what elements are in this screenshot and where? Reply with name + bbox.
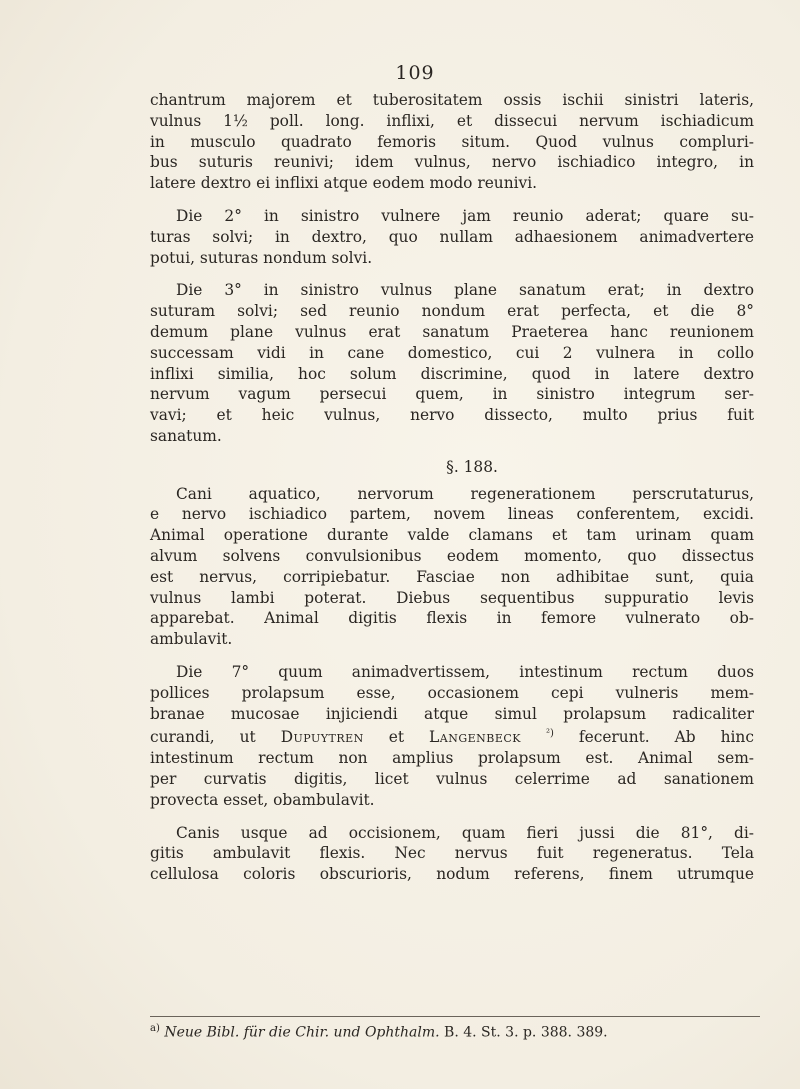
footnote-divider: [150, 1016, 760, 1017]
text-line: inflixi similia, hoc solum discrimine, quod in latere dextro: [150, 364, 754, 383]
text-line: Die 2° in sinistro vulnere jam reunio aderat; quare su-: [176, 206, 754, 225]
text-line: vulnus 1½ poll. long. inflixi, et dissecui nervum ischiadicum: [150, 111, 754, 130]
text-line: Canis usque ad occisionem, quam fieri jussi die 81°, di-: [176, 823, 754, 842]
footnote-reference: ²): [546, 728, 554, 740]
text-line: alvum solvens convulsionibus eodem momento, quo dissectus: [150, 546, 754, 565]
text-line: e nervo ischiadico partem, novem lineas conferentem, excidi.: [150, 505, 754, 524]
text-line: Animal operatione durante valde clamans et tam urinam quam: [150, 526, 754, 545]
text-line: potui, suturas nondum solvi.: [150, 248, 373, 267]
text-line: branae mucosae injiciendi atque simul prolapsum radicaliter: [150, 704, 754, 723]
text-line: chantrum majorem et tuberositatem ossis ischii sinistri lateris,: [150, 91, 754, 109]
text-line: sanatum.: [150, 426, 222, 445]
footnote-mark: a): [150, 1023, 160, 1034]
text-line: vulnus lambi poterat. Diebus sequentibus suppuratio levis: [150, 588, 754, 607]
text-line: Cani aquatico, nervorum regenerationem perscrutaturus,: [176, 484, 754, 503]
text-fragment: fecerunt. Ab hinc: [578, 728, 754, 747]
author-name: Dupuytren: [280, 728, 364, 747]
footnote-citation: B. 4. St. 3. p. 388. 389.: [444, 1024, 608, 1041]
text-fragment: et: [388, 728, 405, 747]
text-line: pollices prolapsum esse, occasionem cepi vulneris mem-: [150, 683, 754, 702]
author-name: Langenbeck: [429, 728, 522, 747]
footnote: [150, 1023, 770, 1041]
text-line: Die 3° in sinistro vulnus plane sanatum erat; in dextro: [176, 281, 754, 300]
text-line: cellulosa coloris obscurioris, nodum referens, finem utrumque: [150, 865, 754, 884]
text-line: gitis ambulavit flexis. Nec nervus fuit regeneratus. Tela: [150, 844, 754, 863]
body-text: [150, 90, 754, 885]
footnote-journal: Neue Bibl. für die Chir. und Ophthalm.: [164, 1024, 440, 1041]
text-line: ambulavit.: [150, 630, 233, 649]
page-number: 109: [395, 62, 435, 84]
text-line: nervum vagum persecui quem, in sinistro integrum ser-: [150, 385, 754, 404]
text-line: latere dextro ei inflixi atque eodem modo reunivi.: [150, 174, 538, 193]
text-line: provecta esset, obambulavit.: [150, 790, 375, 809]
text-line: turas solvi; in dextro, quo nullam adhaesionem animadvertere: [150, 227, 754, 246]
text-line: in musculo quadrato femoris situm. Quod vulnus compluri-: [150, 132, 754, 151]
text-line: intestinum rectum non amplius prolapsum est. Animal sem-: [150, 749, 754, 768]
text-line: demum plane vulnus erat sanatum Praeterea hanc reunionem: [150, 322, 754, 341]
text-line: per curvatis digitis, licet vulnus celerrime ad sanationem: [150, 770, 754, 789]
text-line: est nervus, corripiebatur. Fasciae non adhibitae sunt, quia: [150, 567, 754, 586]
section-heading: §. 188.: [446, 457, 498, 476]
text-line: suturam solvi; sed reunio nondum erat perfecta, et die 8°: [150, 302, 754, 321]
text-line: vavi; et heic vulnus, nervo dissecto, multo prius fuit: [150, 406, 754, 425]
text-line: apparebat. Animal digitis flexis in femore vulnerato ob-: [150, 609, 754, 628]
text-line: successam vidi in cane domestico, cui 2 vulnera in collo: [150, 343, 754, 362]
text-line: bus suturis reunivi; idem vulnus, nervo ischiadico integro, in: [150, 153, 754, 172]
text-line: [150, 724, 754, 748]
text-line: Die 7° quum animadvertissem, intestinum rectum duos: [176, 662, 754, 681]
text-fragment: curandi, ut: [150, 728, 256, 747]
